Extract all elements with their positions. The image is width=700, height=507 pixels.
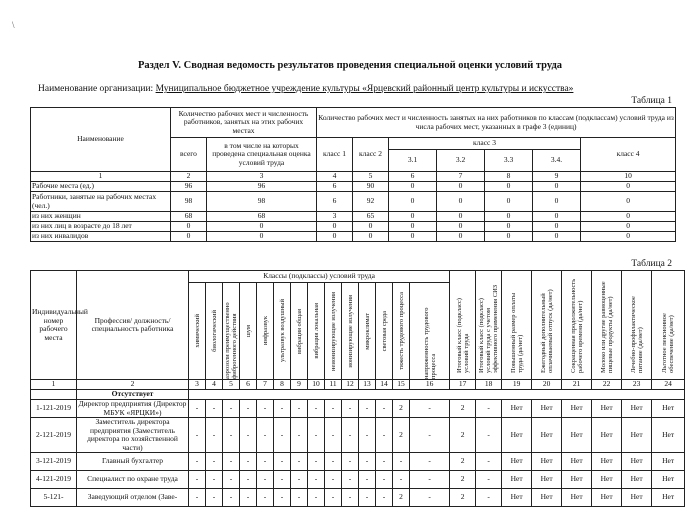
- t1-row: [31, 212, 676, 222]
- t2-num: 24: [652, 380, 685, 390]
- t1-cell: 0: [485, 222, 533, 232]
- t2-header-factor-text: вибрация общая: [295, 308, 303, 354]
- t1-cell: 0: [485, 212, 533, 222]
- t1-cell: 0: [353, 222, 389, 232]
- t1-num: 7: [437, 172, 485, 182]
- t2-absent-fill: [189, 390, 685, 400]
- t2-result-cell: 2: [450, 453, 476, 471]
- t2-result-cell: Нет: [532, 489, 562, 507]
- t2-result-cell: Нет: [622, 453, 652, 471]
- t1-header-class1: класс 1: [317, 138, 353, 172]
- t2-num: 19: [502, 380, 532, 390]
- t2-result-cell: Нет: [652, 471, 685, 489]
- t2-factor-cell: -: [240, 418, 257, 453]
- t2-factor-cell: -: [257, 453, 274, 471]
- t1-header-places: Количество рабочих мест и численность работников, занятых на этих рабочих местах: [171, 108, 317, 138]
- t1-header-3-4: 3.4.: [533, 150, 581, 172]
- t2-factor-cell: 2: [393, 418, 410, 453]
- t2-result-cell: Нет: [502, 418, 532, 453]
- t1-cell: 0: [581, 232, 676, 242]
- t2-factor-cell: -: [257, 418, 274, 453]
- t1-row-name: из них женщин: [31, 212, 171, 222]
- t1-header-total: всего: [171, 138, 207, 172]
- t2-header-factor: [206, 283, 223, 380]
- t2-result-cell: 2: [450, 471, 476, 489]
- t2-factor-cell: -: [342, 471, 359, 489]
- table2-label: Таблица 2: [631, 259, 672, 269]
- t2-num: 23: [622, 380, 652, 390]
- t2-factor-cell: -: [325, 471, 342, 489]
- t2-factor-cell: -: [223, 400, 240, 418]
- t1-header-class4: класс 4: [581, 138, 676, 172]
- t2-result-cell: Нет: [652, 453, 685, 471]
- t2-factor-cell: -: [342, 453, 359, 471]
- t2-factor-cell: -: [274, 471, 291, 489]
- t1-cell: 0: [171, 222, 207, 232]
- t1-row-name: из них инвалидов: [31, 232, 171, 242]
- t2-row: [31, 489, 685, 507]
- t2-factor-cell: -: [189, 471, 206, 489]
- t1-cell: 0: [389, 232, 437, 242]
- t2-header-factor-text: химический: [193, 314, 201, 348]
- t2-factor-cell: 2: [393, 489, 410, 507]
- t1-row: [31, 222, 676, 232]
- t1-cell: 92: [353, 192, 389, 212]
- t2-num: 15: [393, 380, 410, 390]
- t2-result-cell: Нет: [562, 489, 592, 507]
- t2-header-factor-text: ионизирующие излучения: [346, 294, 354, 368]
- corner-mark: \: [12, 20, 15, 30]
- t2-factor-cell: -: [308, 489, 325, 507]
- t2-factor-cell: -: [308, 400, 325, 418]
- t2-factor-cell: -: [342, 400, 359, 418]
- t1-header-classes: Количество рабочих мест и численность занятых на них работников по классам (подклассам) условий труда из числа рабочих мест, указанных в графе 3 (единиц): [317, 108, 676, 138]
- t1-num: 5: [353, 172, 389, 182]
- t2-num: 7: [257, 380, 274, 390]
- t2-factor-cell: -: [206, 400, 223, 418]
- t2-header-right-text: Сокращенная продолжительность рабочего времени (да/нет): [569, 278, 584, 373]
- t1-number-row: [31, 172, 676, 182]
- t2-factor-cell: -: [206, 418, 223, 453]
- t1-cell: 0: [485, 182, 533, 192]
- t2-result-cell: Нет: [592, 453, 622, 471]
- t2-header-right-text: Льготное пенсионное обеспечение (да/нет): [661, 313, 676, 373]
- t2-header-factor: [393, 283, 410, 380]
- t2-header-right: [450, 271, 476, 380]
- t1-cell: 0: [533, 232, 581, 242]
- t2-header-factor: [291, 283, 308, 380]
- t1-row-name: Рабочие места (ед.): [31, 182, 171, 192]
- t2-row: [31, 418, 685, 453]
- t2-header-factor: [274, 283, 291, 380]
- t2-header-factor: [359, 283, 376, 380]
- t2-factor-cell: -: [308, 471, 325, 489]
- t2-result-cell: Нет: [562, 471, 592, 489]
- t2-factor-cell: -: [274, 453, 291, 471]
- t2-factor-cell: -: [342, 418, 359, 453]
- t1-cell: 0: [533, 222, 581, 232]
- t1-cell: 0: [437, 182, 485, 192]
- t1-cell: 0: [317, 232, 353, 242]
- t2-factor-cell: -: [223, 418, 240, 453]
- t2-row-id: 2-121-2019: [31, 418, 77, 453]
- t1-num: 1: [31, 172, 171, 182]
- t2-factor-cell: -: [189, 489, 206, 507]
- t2-factor-cell: -: [291, 418, 308, 453]
- t1-header-3-3: 3.3: [485, 150, 533, 172]
- t2-row: [31, 471, 685, 489]
- t1-cell: 0: [581, 222, 676, 232]
- t2-factor-cell: -: [410, 453, 450, 471]
- t1-cell: 0: [207, 222, 317, 232]
- t2-factor-cell: -: [376, 418, 393, 453]
- table1-label: Таблица 1: [631, 96, 672, 106]
- t1-cell: 96: [207, 182, 317, 192]
- t2-number-row: [31, 380, 685, 390]
- t1-num: 8: [485, 172, 533, 182]
- t1-cell: 0: [581, 192, 676, 212]
- t2-factor-cell: -: [206, 471, 223, 489]
- t2-factor-cell: -: [189, 400, 206, 418]
- t2-header-right-text: Повышенный размер оплаты труда (да/нет): [509, 292, 524, 373]
- t2-num: 17: [450, 380, 476, 390]
- t2-factor-cell: -: [189, 453, 206, 471]
- t2-absent-blank: [31, 390, 77, 400]
- t2-factor-cell: -: [376, 453, 393, 471]
- t2-num: 3: [189, 380, 206, 390]
- t2-factor-cell: -: [223, 489, 240, 507]
- t2-factor-cell: -: [359, 418, 376, 453]
- t1-cell: 0: [389, 182, 437, 192]
- t2-num: 14: [376, 380, 393, 390]
- t2-row-id: 1-121-2019: [31, 400, 77, 418]
- t2-factor-cell: -: [291, 471, 308, 489]
- t2-factor-cell: -: [325, 489, 342, 507]
- page-title: Раздел V. Сводная ведомость результатов проведения специальной оценки условий труда: [137, 60, 563, 71]
- t2-header-factor: [189, 283, 206, 380]
- t2-header-right-text: Итоговый класс (подкласс) условий труда: [455, 298, 470, 373]
- t2-factor-cell: -: [342, 489, 359, 507]
- t2-factor-cell: -: [325, 400, 342, 418]
- t1-header-class2: класс 2: [353, 138, 389, 172]
- t2-header-right: [652, 271, 685, 380]
- t1-cell: 68: [207, 212, 317, 222]
- t2-factor-cell: -: [291, 400, 308, 418]
- t2-num: 6: [240, 380, 257, 390]
- t2-factor-cell: -: [274, 418, 291, 453]
- t2-header-factor-text: световая среда: [380, 310, 388, 352]
- t2-factor-cell: -: [257, 489, 274, 507]
- t2-result-cell: Нет: [622, 471, 652, 489]
- t2-factor-cell: -: [359, 489, 376, 507]
- t2-header-right: [562, 271, 592, 380]
- t2-result-cell: -: [476, 400, 502, 418]
- t2-header-factor-text: аэрозоли преимущественно фиброгенного действия: [224, 302, 238, 379]
- t2-factor-cell: -: [240, 400, 257, 418]
- t2-factor-cell: -: [274, 489, 291, 507]
- t1-cell: 0: [437, 192, 485, 212]
- t2-num: 10: [308, 380, 325, 390]
- t2-header-factor: [223, 283, 240, 380]
- t2-factor-cell: -: [376, 471, 393, 489]
- t2-factor-cell: -: [325, 418, 342, 453]
- t2-num: 11: [325, 380, 342, 390]
- t2-row-profession: Главный бухгалтер: [77, 453, 189, 471]
- t2-result-cell: Нет: [532, 418, 562, 453]
- t2-num: 1: [31, 380, 77, 390]
- t2-factor-cell: -: [359, 400, 376, 418]
- t2-header-factor: [240, 283, 257, 380]
- t1-cell: 68: [171, 212, 207, 222]
- t2-header-right-text: Молоко или другие равноценные пищевые продукты (да/нет): [599, 281, 614, 373]
- t1-row: [31, 182, 676, 192]
- t2-header-factor-text: неионизирующие излучения: [329, 291, 337, 371]
- t1-header-name: Наименование: [31, 108, 171, 172]
- t2-header-factor-text: ультразвук воздушный: [278, 299, 286, 363]
- t2-num: 8: [274, 380, 291, 390]
- t2-result-cell: Нет: [562, 453, 592, 471]
- t2-result-cell: Нет: [652, 400, 685, 418]
- t2-header-profession: Профессия/ должность/ специальность работника: [77, 271, 189, 380]
- t2-factor-cell: -: [325, 453, 342, 471]
- t1-cell: 0: [533, 192, 581, 212]
- t1-cell: 0: [437, 222, 485, 232]
- t1-header-3-2: 3.2: [437, 150, 485, 172]
- t1-cell: 98: [171, 192, 207, 212]
- t2-factor-cell: -: [410, 418, 450, 453]
- t2-result-cell: Нет: [652, 418, 685, 453]
- t2-header-factor-text: инфразвук: [261, 316, 269, 346]
- t1-cell: 0: [389, 212, 437, 222]
- workplaces-table: [30, 270, 685, 507]
- t2-result-cell: -: [476, 418, 502, 453]
- t2-row-profession: Директор предприятия (Директор МБУК «ЯРЦКИ»): [77, 400, 189, 418]
- t2-absent-label: Отсутствует: [77, 390, 189, 400]
- t2-header-factor: [308, 283, 325, 380]
- t1-header-3-1: 3.1: [389, 150, 437, 172]
- t2-factor-cell: -: [240, 489, 257, 507]
- t2-result-cell: Нет: [502, 453, 532, 471]
- t2-result-cell: -: [476, 453, 502, 471]
- t2-factor-cell: -: [223, 453, 240, 471]
- t2-factor-cell: -: [240, 471, 257, 489]
- t2-row-profession: Заместитель директора предприятия (Заместитель директора по хозяйственной части): [77, 418, 189, 453]
- t2-result-cell: -: [476, 471, 502, 489]
- t1-cell: 3: [317, 212, 353, 222]
- t2-factor-cell: -: [240, 453, 257, 471]
- t2-header-factor-text: микроклимат: [363, 312, 371, 350]
- t2-result-cell: Нет: [502, 400, 532, 418]
- t2-factor-cell: -: [257, 400, 274, 418]
- t2-result-cell: 2: [450, 418, 476, 453]
- t2-row-id: 3-121-2019: [31, 453, 77, 471]
- t2-header-factor: [410, 283, 450, 380]
- t1-cell: 0: [389, 222, 437, 232]
- t2-num: 4: [206, 380, 223, 390]
- t2-factor-cell: -: [206, 489, 223, 507]
- t1-header-assessed: в том числе на которых проведена специальная оценка условий труда: [207, 138, 317, 172]
- t2-factor-cell: -: [410, 400, 450, 418]
- t2-result-cell: Нет: [592, 471, 622, 489]
- t2-header-classes: Классы (подклассы) условий труда: [189, 271, 450, 283]
- t2-factor-cell: 2: [393, 400, 410, 418]
- t2-header-right-text: Ежегодный дополнительный оплачиваемый отпуск (да/нет): [539, 289, 554, 373]
- t1-num: 2: [171, 172, 207, 182]
- t2-factor-cell: -: [308, 418, 325, 453]
- t2-result-cell: Нет: [502, 489, 532, 507]
- t2-factor-cell: -: [410, 471, 450, 489]
- t1-header-class3: класс 3: [389, 138, 581, 150]
- t2-factor-cell: -: [223, 471, 240, 489]
- t2-factor-cell: -: [206, 453, 223, 471]
- t2-num: 2: [77, 380, 189, 390]
- t2-num: 13: [359, 380, 376, 390]
- t2-result-cell: Нет: [622, 489, 652, 507]
- t2-num: 20: [532, 380, 562, 390]
- t1-cell: 0: [485, 192, 533, 212]
- t1-row-name: из них лиц в возрасте до 18 лет: [31, 222, 171, 232]
- t2-header-right: [476, 271, 502, 380]
- t1-cell: 0: [353, 232, 389, 242]
- t1-cell: 0: [533, 212, 581, 222]
- t2-header-id: Индивидуальный номер рабочего места: [31, 271, 77, 380]
- t2-num: 18: [476, 380, 502, 390]
- t2-factor-cell: -: [359, 471, 376, 489]
- t1-cell: 0: [207, 232, 317, 242]
- t2-row-id: 5-121-: [31, 489, 77, 507]
- t2-row-profession: Заведующий отделом (Заве-: [77, 489, 189, 507]
- t2-result-cell: Нет: [622, 418, 652, 453]
- t1-num: 3: [207, 172, 317, 182]
- t1-cell: 0: [437, 232, 485, 242]
- t1-cell: 90: [353, 182, 389, 192]
- t2-result-cell: Нет: [652, 489, 685, 507]
- t2-num: 9: [291, 380, 308, 390]
- t1-cell: 0: [317, 222, 353, 232]
- t2-result-cell: Нет: [592, 418, 622, 453]
- t1-cell: 0: [581, 182, 676, 192]
- summary-table: [30, 107, 676, 242]
- t1-cell: 0: [171, 232, 207, 242]
- t2-num: 12: [342, 380, 359, 390]
- t2-result-cell: -: [476, 489, 502, 507]
- t2-factor-cell: -: [189, 418, 206, 453]
- t2-factor-cell: -: [376, 489, 393, 507]
- t2-result-cell: Нет: [502, 471, 532, 489]
- org-name: Муниципальное бюджетное учреждение культуры «Ярцевский районный центр культуры и искусства»: [155, 84, 574, 94]
- t2-result-cell: 2: [450, 400, 476, 418]
- t1-cell: 0: [389, 192, 437, 212]
- t2-result-cell: Нет: [592, 400, 622, 418]
- t1-cell: 65: [353, 212, 389, 222]
- t1-cell: 0: [581, 212, 676, 222]
- t2-header-factor: [257, 283, 274, 380]
- t1-cell: 0: [485, 232, 533, 242]
- t2-num: 21: [562, 380, 592, 390]
- t2-factor-cell: -: [308, 453, 325, 471]
- t2-factor-cell: -: [393, 453, 410, 471]
- t2-result-cell: Нет: [532, 400, 562, 418]
- t2-factor-cell: -: [359, 453, 376, 471]
- t2-header-right: [532, 271, 562, 380]
- t2-result-cell: Нет: [532, 471, 562, 489]
- t1-cell: 0: [533, 182, 581, 192]
- t2-header-factor: [376, 283, 393, 380]
- t2-header-factor-text: биологический: [210, 310, 218, 352]
- t2-result-cell: Нет: [562, 418, 592, 453]
- t2-row: [31, 453, 685, 471]
- t2-factor-cell: -: [291, 489, 308, 507]
- t1-cell: 6: [317, 192, 353, 212]
- t2-header-right: [592, 271, 622, 380]
- t2-result-cell: Нет: [592, 489, 622, 507]
- t1-cell: 98: [207, 192, 317, 212]
- t2-header-factor-text: вибрация локальная: [312, 303, 320, 359]
- organization-line: [38, 84, 573, 94]
- t2-header-factor-text: напряженность трудового процесса: [422, 307, 437, 379]
- t1-row: [31, 192, 676, 212]
- t2-num: 5: [223, 380, 240, 390]
- t2-result-cell: 2: [450, 489, 476, 507]
- t2-factor-cell: -: [410, 489, 450, 507]
- t2-num: 16: [410, 380, 450, 390]
- t2-header-right-text: Лечебно-профилактическое питание (да/нет): [629, 296, 644, 373]
- t2-result-cell: Нет: [532, 453, 562, 471]
- t2-header-factor: [342, 283, 359, 380]
- t2-header-right: [622, 271, 652, 380]
- t1-cell: 96: [171, 182, 207, 192]
- t2-row-profession: Специалист по охране труда: [77, 471, 189, 489]
- t2-header-factor-text: шум: [244, 324, 252, 338]
- org-label: Наименование организации:: [38, 84, 154, 94]
- t2-header-right-text: Итоговый класс (подкласс) условий труда с учетом эффективного применения СИЗ: [478, 284, 500, 373]
- t2-factor-cell: -: [376, 400, 393, 418]
- t1-num: 10: [581, 172, 676, 182]
- t2-row-id: 4-121-2019: [31, 471, 77, 489]
- t1-cell: 6: [317, 182, 353, 192]
- t2-header-right: [502, 271, 532, 380]
- t2-factor-cell: -: [274, 400, 291, 418]
- t2-result-cell: Нет: [622, 400, 652, 418]
- t2-header-factor-text: тяжесть трудового процесса: [397, 292, 405, 370]
- t2-num: 22: [592, 380, 622, 390]
- t2-result-cell: Нет: [562, 400, 592, 418]
- t2-factor-cell: -: [291, 453, 308, 471]
- t2-factor-cell: -: [257, 471, 274, 489]
- t1-cell: 0: [437, 212, 485, 222]
- t2-row: [31, 400, 685, 418]
- t1-num: 6: [389, 172, 437, 182]
- t2-header-factor: [325, 283, 342, 380]
- t1-num: 4: [317, 172, 353, 182]
- t1-num: 9: [533, 172, 581, 182]
- t1-row-name: Работники, занятые на рабочих местах (чел.): [31, 192, 171, 212]
- t1-row: [31, 232, 676, 242]
- t2-factor-cell: -: [393, 471, 410, 489]
